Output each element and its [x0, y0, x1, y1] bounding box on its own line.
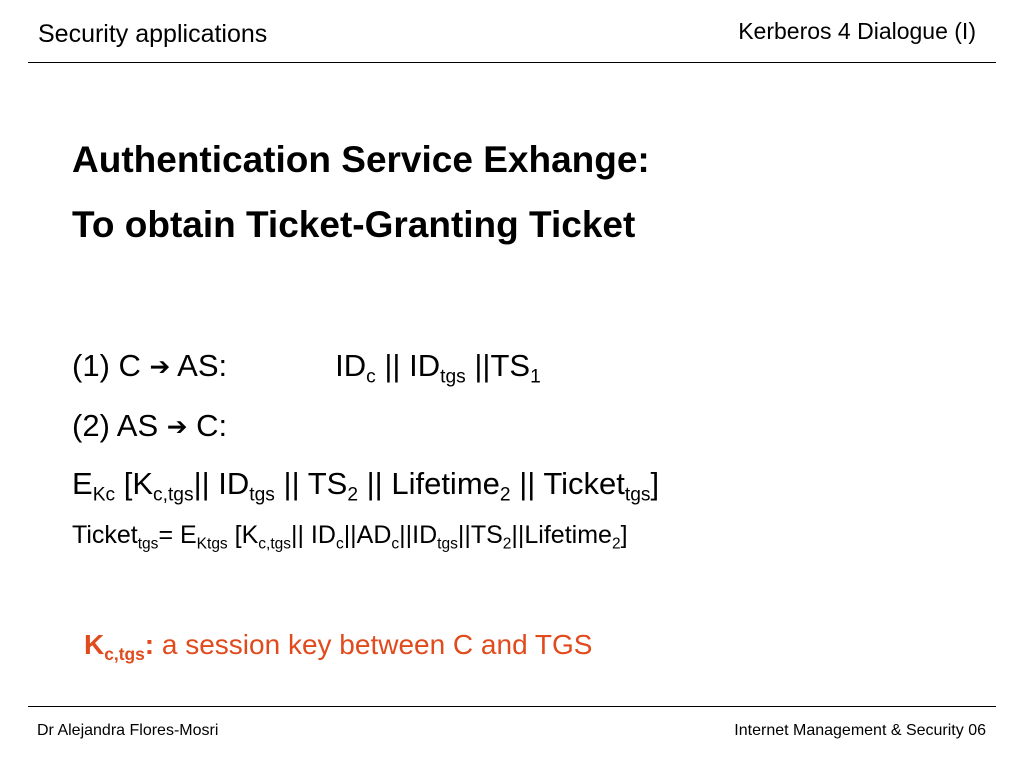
ticket-lt-sub: 2 — [611, 535, 621, 553]
step-1-id2: ID — [409, 348, 441, 383]
note-colon: : — [144, 629, 155, 660]
ticket-open: [K — [227, 521, 259, 549]
header-right-title: Kerberos 4 Dialogue (I) — [738, 18, 976, 44]
ticket-p1: || ID — [291, 521, 336, 549]
ekc-id-sub: tgs — [249, 484, 275, 506]
step-2-label: (2) AS — [72, 408, 167, 443]
step-1-id1: ID — [335, 348, 367, 383]
ticket-p2: ||AD — [343, 521, 392, 549]
ekc-sep2: || TS — [274, 466, 348, 501]
ticket-idtgs-sub: tgs — [437, 535, 458, 553]
footer-course: Internet Management & Security 06 — [734, 722, 986, 739]
ticket-p5: ||Lifetime — [511, 521, 612, 549]
ekc-message-line — [72, 466, 660, 506]
session-key-note — [84, 629, 593, 665]
ekc-e-sub: Kc — [92, 484, 116, 506]
ekc-sep1: || ID — [193, 466, 250, 501]
ekc-e: E — [72, 466, 93, 501]
footer-author: Dr Alejandra Flores-Mosri — [37, 722, 219, 739]
ticket-k-sub: c,tgs — [258, 535, 291, 553]
step-1-ts-sub: 1 — [530, 366, 541, 388]
ticket-ts-sub: 2 — [502, 535, 512, 553]
ticket-close: ] — [620, 521, 628, 549]
ticket-definition-line — [72, 521, 628, 553]
step-2-to: C: — [187, 408, 228, 443]
note-text: a session key between C and TGS — [154, 629, 593, 660]
ticket-eq: = E — [158, 521, 197, 549]
ekc-sep3: || Lifetime — [358, 466, 500, 501]
ticket-idc-sub: c — [335, 535, 344, 553]
note-k-sub: c,tgs — [104, 644, 145, 665]
note-k: K — [84, 629, 105, 660]
footer-divider — [28, 706, 996, 707]
step-1-ts: TS — [490, 348, 531, 383]
step-1-sep2: || — [465, 348, 491, 383]
step-1-line — [72, 348, 541, 388]
ekc-ts-sub: 2 — [347, 484, 358, 506]
step-1-id1-sub: c — [366, 366, 376, 388]
ekc-close: ] — [650, 466, 660, 501]
ekc-k-sub: c,tgs — [153, 484, 194, 506]
step-1-id2-sub: tgs — [440, 366, 466, 388]
step-1-to: AS: — [170, 348, 228, 383]
ticket-word: Ticket — [72, 521, 138, 549]
step-2-line — [72, 408, 227, 444]
slide-title-line-1: Authentication Service Exhange: — [72, 139, 650, 180]
ticket-p3: ||ID — [399, 521, 438, 549]
right-arrow-icon: ➔ — [166, 413, 188, 441]
ekc-sep4: || Ticket — [510, 466, 625, 501]
header-divider — [28, 62, 996, 63]
step-1-sep1: || — [375, 348, 410, 383]
step-1-label: (1) C — [72, 348, 150, 383]
ticket-sub: tgs — [137, 535, 159, 553]
ticket-p4: ||TS — [457, 521, 503, 549]
ticket-e-sub: Ktgs — [196, 535, 228, 553]
header-left-title: Security applications — [38, 20, 268, 48]
right-arrow-icon: ➔ — [149, 353, 171, 381]
ekc-open: [K — [115, 466, 154, 501]
ticket-adc-sub: c — [391, 535, 400, 553]
ekc-lt-sub: 2 — [499, 484, 511, 506]
ekc-ticket-sub: tgs — [624, 484, 651, 506]
slide-title-line-2: To obtain Ticket-Granting Ticket — [72, 204, 636, 245]
